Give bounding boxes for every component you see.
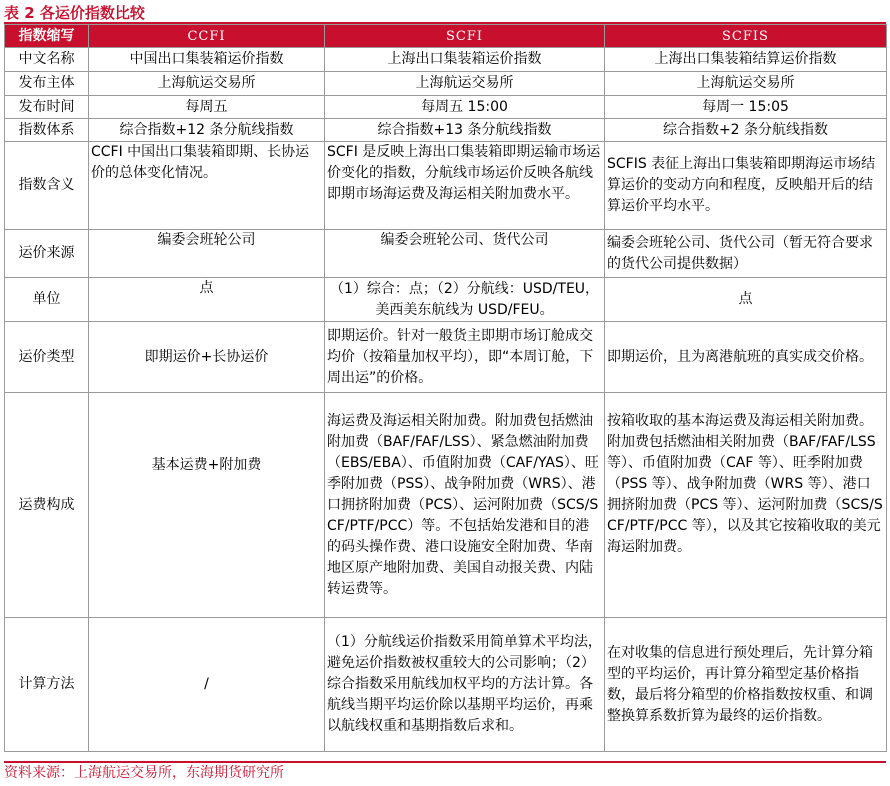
row-label: 发布时间 [5, 96, 89, 119]
row-label: 中文名称 [5, 48, 89, 72]
cell-scfis: 每周一 15:05 [605, 96, 887, 119]
header-cell-abbr: 指数缩写 [5, 25, 89, 48]
table-row [5, 119, 887, 142]
header-row [5, 25, 887, 48]
cell-ccfi: 即期运价+长协运价 [89, 322, 325, 393]
table-row [5, 618, 887, 752]
row-label: 运费构成 [5, 393, 89, 618]
row-label: 运价类型 [5, 322, 89, 393]
cell-ccfi: 每周五 [89, 96, 325, 119]
header-cell-scfis: SCFIS [605, 25, 887, 48]
table-row [5, 322, 887, 393]
cell-scfi: SCFI 是反映上海出口集装箱即期运输市场运价变化的指数，分航线市场运价反映各航线即期市场海运费及海运相关附加费水平。 [325, 142, 605, 230]
cell-scfis: 按箱收取的基本海运费及海运相关附加费。附加费包括燃油相关附加费（BAF/FAF/LSS 等）、币值附加费（CAF 等）、旺季附加费（PSS 等）、战争附加费（WRS 等）、港口拥挤附加费（PCS 等）、运河附加费（SCS/SCF/PTF/PCC 等），以及其它按箱收取的美元海运附加费。 [605, 393, 887, 618]
row-label: 计算方法 [5, 618, 89, 752]
header-cell-scfi: SCFI [325, 25, 605, 48]
index-comparison-table [4, 24, 887, 752]
cell-ccfi: 综合指数+12 条分航线指数 [89, 119, 325, 142]
table-title: 表 2 各运价指数比较 [4, 4, 145, 22]
row-label: 运价来源 [5, 230, 89, 278]
cell-scfi: 即期运价。针对一般货主即期市场订舱成交均价（按箱量加权平均），即“本周订舱，下周出运”的价格。 [325, 322, 605, 393]
footer-rule [4, 761, 886, 763]
row-label: 指数体系 [5, 119, 89, 142]
cell-scfis: 上海航运交易所 [605, 72, 887, 96]
cell-scfis: 综合指数+2 条分航线指数 [605, 119, 887, 142]
cell-scfis: 点 [605, 278, 887, 322]
row-label: 单位 [5, 278, 89, 322]
cell-ccfi: / [89, 618, 325, 752]
cell-scfis: 在对收集的信息进行预处理后，先计算分箱型的平均运价，再计算分箱型定基价格指数，最后将分箱型的价格指数按权重、和调整换算系数折算为最终的运价指数。 [605, 618, 887, 752]
row-label: 指数含义 [5, 142, 89, 230]
cell-scfis: 编委会班轮公司、货代公司（暂无符合要求的货代公司提供数据） [605, 230, 887, 278]
table-row [5, 393, 887, 618]
row-label: 发布主体 [5, 72, 89, 96]
table-row [5, 230, 887, 278]
cell-scfi: 综合指数+13 条分航线指数 [325, 119, 605, 142]
cell-scfi: 每周五 15:00 [325, 96, 605, 119]
header-cell-ccfi: CCFI [89, 25, 325, 48]
cell-ccfi: 上海航运交易所 [89, 72, 325, 96]
cell-scfis: 即期运价，且为离港航班的真实成交价格。 [605, 322, 887, 393]
cell-scfis: SCFIS 表征上海出口集装箱即期海运市场结算运价的变动方向和程度，反映船开后的结算运价平均水平。 [605, 142, 887, 230]
cell-scfi: （1）综合：点；（2）分航线：USD/TEU，美西美东航线为 USD/FEU。 [325, 278, 605, 322]
table-row [5, 278, 887, 322]
cell-scfi: 上海航运交易所 [325, 72, 605, 96]
cell-scfi: 编委会班轮公司、货代公司 [325, 230, 605, 278]
cell-scfi: 海运费及海运相关附加费。附加费包括燃油附加费（BAF/FAF/LSS）、紧急燃油附加费（EBS/EBA）、币值附加费（CAF/YAS）、旺季附加费（PSS）、战争附加费（WRS）、港口拥挤附加费（PCS）、运河附加费（SCS/SCF/PTF/PCC）等。不包括始发港和目的港的码头操作费、港口设施安全附加费、华南地区原产地附加费、美国自动报关费、内陆转运费等。 [325, 393, 605, 618]
cell-ccfi: 中国出口集装箱运价指数 [89, 48, 325, 72]
cell-ccfi: 点 [89, 278, 325, 322]
cell-ccfi: 编委会班轮公司 [89, 230, 325, 278]
cell-ccfi: CCFI 中国出口集装箱即期、长协运价的总体变化情况。 [89, 142, 325, 230]
table-row [5, 72, 887, 96]
cell-scfi: （1）分航线运价指数采用简单算术平均法，避免运价指数被权重较大的公司影响；（2）综合指数采用航线加权平均的方法计算。各航线当期平均运价除以基期平均运价，再乘以航线权重和基期指数后求和。 [325, 618, 605, 752]
cell-scfis: 上海出口集装箱结算运价指数 [605, 48, 887, 72]
cell-ccfi: 基本运费+附加费 [89, 393, 325, 618]
table-row [5, 48, 887, 72]
table-row [5, 96, 887, 119]
source-note: 资料来源：上海航运交易所，东海期货研究所 [4, 765, 284, 781]
table-row [5, 142, 887, 230]
cell-scfi: 上海出口集装箱运价指数 [325, 48, 605, 72]
